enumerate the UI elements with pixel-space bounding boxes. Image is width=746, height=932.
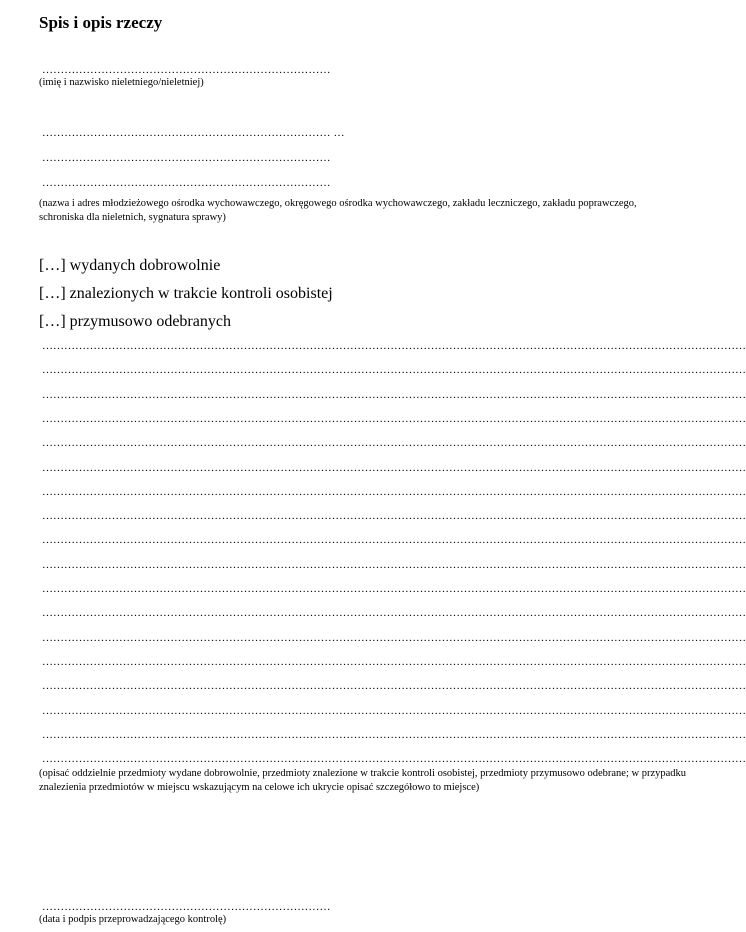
description-dotted-line[interactable]: ………………………………………………………………………………………………………………………………………………………………………… (42, 534, 746, 546)
name-dotted-line[interactable]: …………………………………………………………………… (42, 64, 331, 76)
description-dotted-line[interactable]: ………………………………………………………………………………………………………………………………………………………………………… (42, 559, 746, 571)
description-dotted-line[interactable]: ………………………………………………………………………………………………………………………………………………………………………… (42, 753, 746, 765)
description-dotted-line[interactable]: ………………………………………………………………………………………………………………………………………………………………………… (42, 437, 746, 449)
facility-dotted-line-2[interactable]: …………………………………………………………………… (42, 152, 331, 164)
facility-dotted-line-3[interactable]: …………………………………………………………………… (42, 177, 331, 189)
option-forcibly-taken: […] przymusowo odebranych (39, 313, 231, 330)
option-voluntary: […] wydanych dobrowolnie (39, 257, 221, 274)
name-caption: (imię i nazwisko nieletniego/nieletniej) (39, 77, 204, 88)
description-dotted-line[interactable]: ………………………………………………………………………………………………………………………………………………………………………… (42, 413, 746, 425)
description-dotted-line[interactable]: ………………………………………………………………………………………………………………………………………………………………………… (42, 729, 746, 741)
option-found-during-inspection: […] znalezionych w trakcie kontroli osobistej (39, 285, 333, 302)
description-dotted-line[interactable]: ………………………………………………………………………………………………………………………………………………………………………… (42, 510, 746, 522)
description-dotted-line[interactable]: ………………………………………………………………………………………………………………………………………………………………………… (42, 680, 746, 692)
description-dotted-line[interactable]: ………………………………………………………………………………………………………………………………………………………………………… (42, 705, 746, 717)
description-dotted-line[interactable]: ………………………………………………………………………………………………………………………………………………………………………… (42, 656, 746, 668)
description-caption: (opisać oddzielnie przedmioty wydane dobrowolnie, przedmioty znalezione w trakcie kontroli osobistej, przedmioty przymusowo odebrane; w przypadku znalezienia przedmiotów w miejscu wskazującym na celowe ich ukrycie opisać szczegółowo to miejsce) (39, 768, 687, 793)
description-dotted-line[interactable]: ………………………………………………………………………………………………………………………………………………………………………… (42, 462, 746, 474)
signature-caption: (data i podpis przeprowadzającego kontrolę) (39, 914, 227, 925)
facility-dotted-line-1[interactable]: …………………………………………………………………… … (42, 127, 345, 139)
description-dotted-line[interactable]: ………………………………………………………………………………………………………………………………………………………………………… (42, 607, 746, 619)
description-dotted-line[interactable]: ………………………………………………………………………………………………………………………………………………………………………… (42, 364, 746, 376)
facility-caption: (nazwa i adres młodzieżowego ośrodka wychowawczego, okręgowego ośrodka wychowawczego, zakładu leczniczego, zakładu poprawczego, schroniska dla nieletnich, sygnatura sprawy) (39, 198, 637, 223)
description-dotted-line[interactable]: ………………………………………………………………………………………………………………………………………………………………………… (42, 340, 746, 352)
signature-dotted-line[interactable]: …………………………………………………………………… (42, 901, 331, 913)
page-title: Spis i opis rzeczy (39, 13, 163, 32)
description-dotted-line[interactable]: ………………………………………………………………………………………………………………………………………………………………………… (42, 486, 746, 498)
description-dotted-line[interactable]: ………………………………………………………………………………………………………………………………………………………………………… (42, 583, 746, 595)
description-dotted-line[interactable]: ………………………………………………………………………………………………………………………………………………………………………… (42, 632, 746, 644)
description-dotted-line[interactable]: ………………………………………………………………………………………………………………………………………………………………………… (42, 389, 746, 401)
